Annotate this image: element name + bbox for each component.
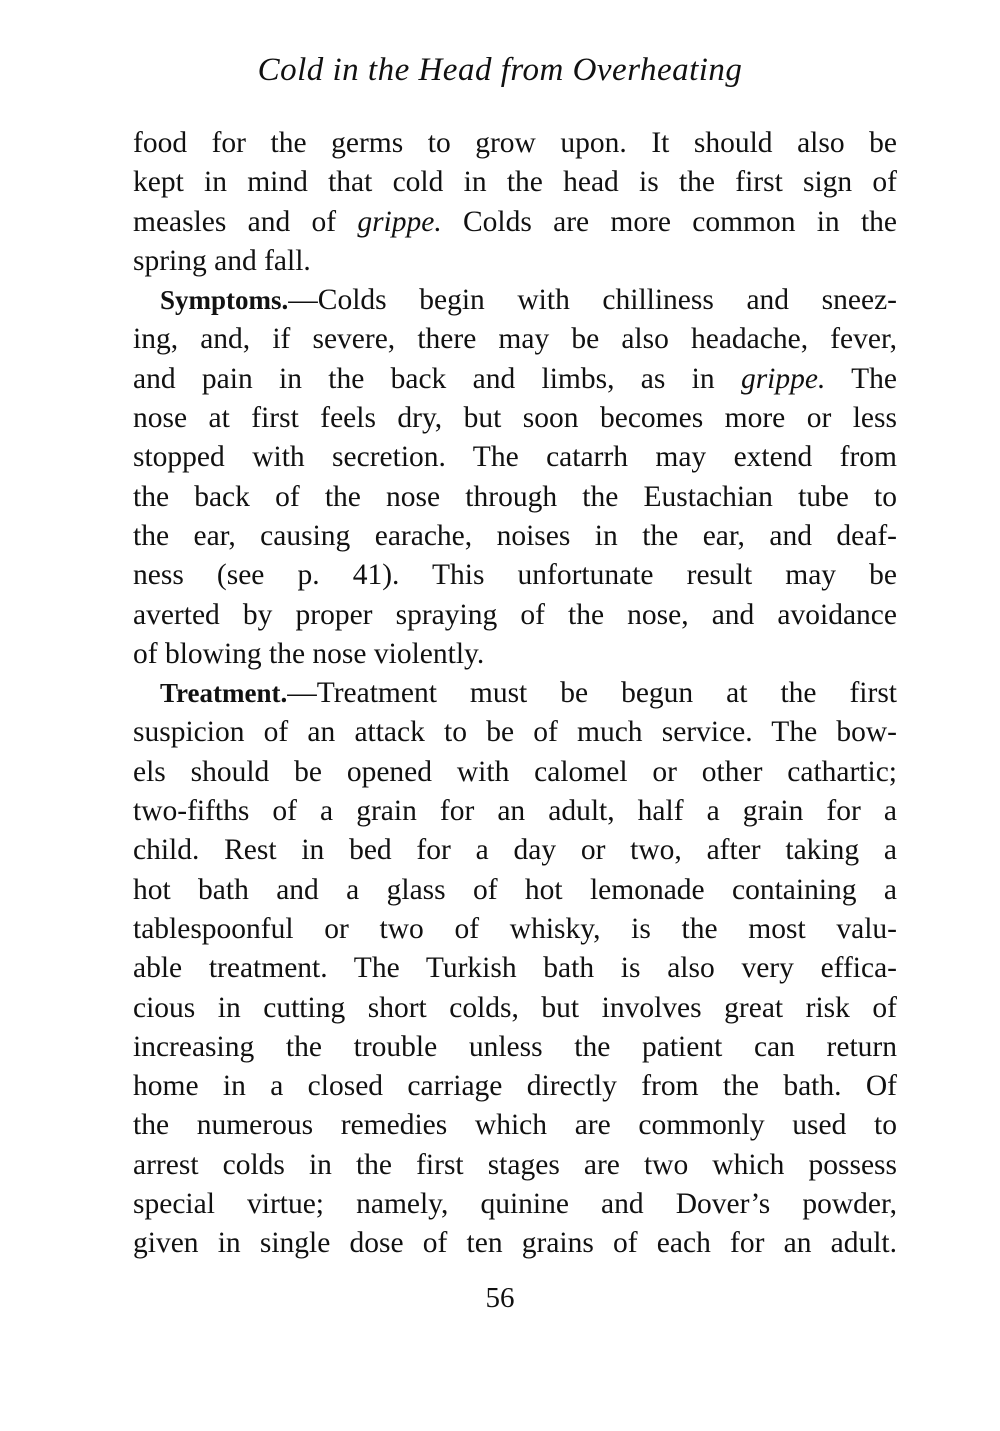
text-line bbox=[133, 1067, 897, 1106]
text-line bbox=[133, 242, 897, 281]
text-segment: of blowing the nose violently. bbox=[133, 637, 485, 670]
text-line bbox=[133, 989, 897, 1028]
text-line bbox=[133, 831, 897, 870]
text-segment: given in single dose of ten grains of each for an adult. bbox=[133, 1227, 897, 1260]
text-line bbox=[133, 635, 897, 674]
text-line bbox=[133, 949, 897, 988]
text-segment: increasing the trouble unless the patient can return bbox=[133, 1030, 897, 1063]
text-segment: suspicion of an attack to be of much service. The bow- bbox=[133, 716, 897, 749]
text-line bbox=[133, 1106, 897, 1145]
text-segment: arrest colds in the first stages are two which possess bbox=[133, 1148, 897, 1181]
text-segment: the numerous remedies which are commonly used to bbox=[133, 1109, 897, 1142]
text-segment: stopped with secretion. The catarrh may extend from bbox=[133, 441, 897, 474]
text-segment: averted by proper spraying of the nose, and avoidance bbox=[133, 598, 897, 631]
text-segment: —Colds begin with chilliness and sneez- bbox=[288, 284, 897, 317]
text-segment: —Treatment must be begun at the first bbox=[287, 677, 897, 710]
text-segment: the back of the nose through the Eustachian tube to bbox=[133, 480, 897, 513]
text-segment: ing, and, if severe, there may be also headache, fever, bbox=[133, 323, 897, 356]
text-line bbox=[133, 163, 897, 202]
italic-term: grippe. bbox=[740, 362, 826, 395]
text-line bbox=[133, 910, 897, 949]
text-line bbox=[133, 596, 897, 635]
body-text bbox=[133, 124, 897, 1264]
text-line bbox=[133, 556, 897, 595]
text-segment: and pain in the back and limbs, as in bbox=[133, 362, 741, 395]
text-segment: the ear, causing earache, noises in the ear, and deaf- bbox=[133, 519, 897, 552]
text-segment: tablespoonful or two of whisky, is the most valu- bbox=[133, 912, 897, 945]
text-segment: food for the germs to grow upon. It should also be bbox=[133, 127, 897, 159]
text-segment: els should be opened with calomel or other cathartic; bbox=[133, 755, 897, 788]
text-line bbox=[133, 124, 897, 163]
running-header-title: Cold in the Head from Overheating bbox=[257, 52, 743, 88]
text-segment: spring and fall. bbox=[133, 244, 311, 277]
text-line bbox=[133, 281, 897, 320]
section-heading: Symptoms. bbox=[160, 285, 289, 316]
text-segment: Colds are more common in the bbox=[441, 205, 897, 238]
text-line bbox=[133, 713, 897, 752]
text-line bbox=[133, 792, 897, 831]
text-line bbox=[133, 478, 897, 517]
text-segment: two-fifths of a grain for an adult, half a grain for a bbox=[133, 795, 897, 828]
text-segment: cious in cutting short colds, but involves great risk of bbox=[133, 991, 897, 1024]
text-segment: home in a closed carriage directly from the bath. Of bbox=[133, 1070, 897, 1103]
text-line bbox=[133, 203, 897, 242]
page-number: 56 bbox=[485, 1282, 515, 1314]
text-line bbox=[133, 320, 897, 359]
text-segment: hot bath and a glass of hot lemonade containing a bbox=[133, 873, 897, 906]
text-line bbox=[133, 1224, 897, 1263]
text-line bbox=[133, 1028, 897, 1067]
section-heading: Treatment. bbox=[160, 678, 288, 709]
italic-term: grippe. bbox=[357, 205, 442, 238]
text-segment: child. Rest in bed for a day or two, after taking a bbox=[133, 834, 897, 867]
text-segment: ness (see p. 41). This unfortunate result may be bbox=[133, 559, 897, 592]
text-segment: special virtue; namely, quinine and Dover’s powder, bbox=[133, 1188, 897, 1221]
text-line bbox=[133, 753, 897, 792]
text-line bbox=[133, 517, 897, 556]
text-line bbox=[133, 1146, 897, 1185]
text-segment: measles and of bbox=[133, 205, 358, 238]
text-segment: able treatment. The Turkish bath is also very effica- bbox=[133, 952, 897, 985]
text-segment: nose at first feels dry, but soon becomes more or less bbox=[133, 402, 897, 435]
text-segment: kept in mind that cold in the head is the first sign of bbox=[133, 166, 897, 199]
text-line bbox=[133, 399, 897, 438]
text-line bbox=[133, 1185, 897, 1224]
text-line bbox=[133, 871, 897, 910]
text-line bbox=[133, 360, 897, 399]
text-segment: The bbox=[825, 362, 897, 395]
text-line bbox=[133, 438, 897, 477]
text-line bbox=[133, 674, 897, 713]
